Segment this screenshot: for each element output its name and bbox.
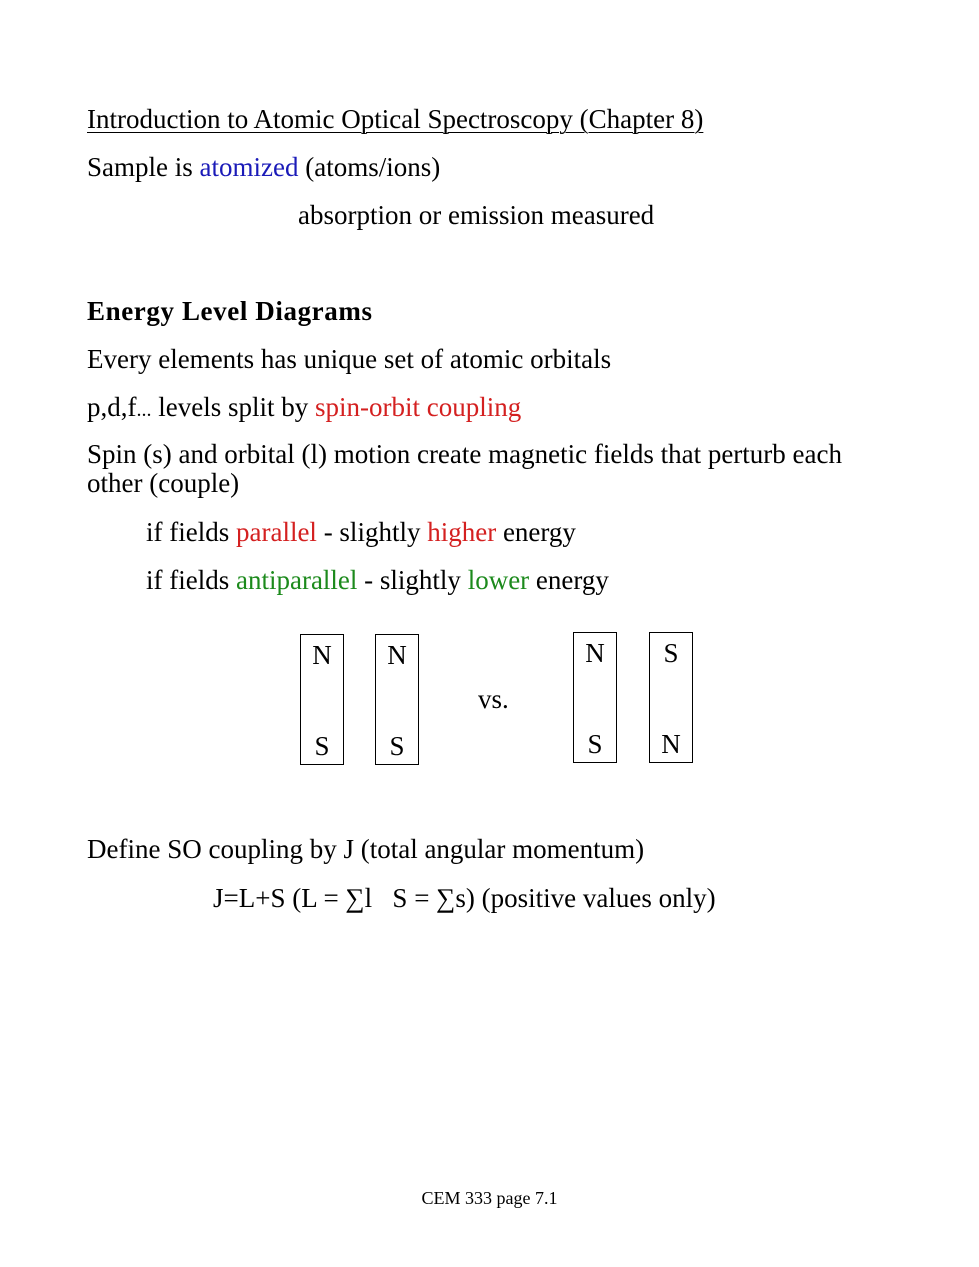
so-formula: J=L+S (L = ∑l S = ∑s) (positive values only) [213, 883, 716, 913]
magnet-pole-bottom: S [587, 729, 603, 759]
parallel-term: parallel [235, 517, 317, 547]
spin-orbital-paragraph: Spin (s) and orbital (l) motion create magnetic fields that perturb each other (couple) [87, 439, 842, 498]
split-prefix: p,d,f [87, 392, 137, 422]
page-footer: CEM 333 page 7.1 [421, 1188, 558, 1208]
magnet-pole-bottom: S [314, 731, 330, 761]
parallel-suffix: energy [496, 517, 576, 547]
magnet-pole-top: N [585, 638, 605, 668]
higher-term: higher [427, 517, 497, 547]
sample-prefix: Sample is [87, 152, 200, 182]
magnet-pole-bottom: N [661, 729, 681, 759]
sample-line [87, 152, 440, 182]
parallel-prefix: if fields [146, 517, 236, 547]
measured-line: absorption or emission measured [298, 200, 655, 230]
sample-suffix: (atoms/ions) [298, 152, 441, 182]
lower-term: lower [467, 565, 530, 595]
atomized-term: atomized [199, 152, 299, 182]
split-mid: levels split by [151, 392, 315, 422]
magnet-pole-top: N [387, 640, 407, 670]
magnet-pole-top: S [663, 638, 679, 668]
anti-prefix: if fields [146, 565, 236, 595]
spin-orbit-term: spin-orbit coupling [315, 392, 522, 422]
antiparallel-line [146, 565, 609, 595]
intro-heading: Introduction to Atomic Optical Spectroscopy (Chapter 8) [87, 104, 704, 134]
split-dots: ... [136, 399, 152, 421]
magnet-antiparallel-2 [649, 632, 693, 763]
magnet-antiparallel-1 [573, 632, 617, 763]
split-line [87, 392, 521, 425]
magnet-pole-bottom: S [389, 731, 405, 761]
parallel-mid: - slightly [316, 517, 428, 547]
antiparallel-term: antiparallel [235, 565, 358, 595]
magnet-parallel-1 [300, 634, 344, 765]
anti-mid: - slightly [357, 565, 468, 595]
vs-label: vs. [478, 684, 509, 714]
so-define-line: Define SO coupling by J (total angular momentum) [87, 834, 645, 864]
magnet-parallel-2 [375, 634, 419, 765]
parallel-line [146, 517, 576, 547]
anti-suffix: energy [529, 565, 609, 595]
energy-heading: Energy Level Diagrams [87, 296, 373, 326]
orbitals-line: Every elements has unique set of atomic orbitals [87, 344, 612, 374]
magnet-pole-top: N [312, 640, 332, 670]
